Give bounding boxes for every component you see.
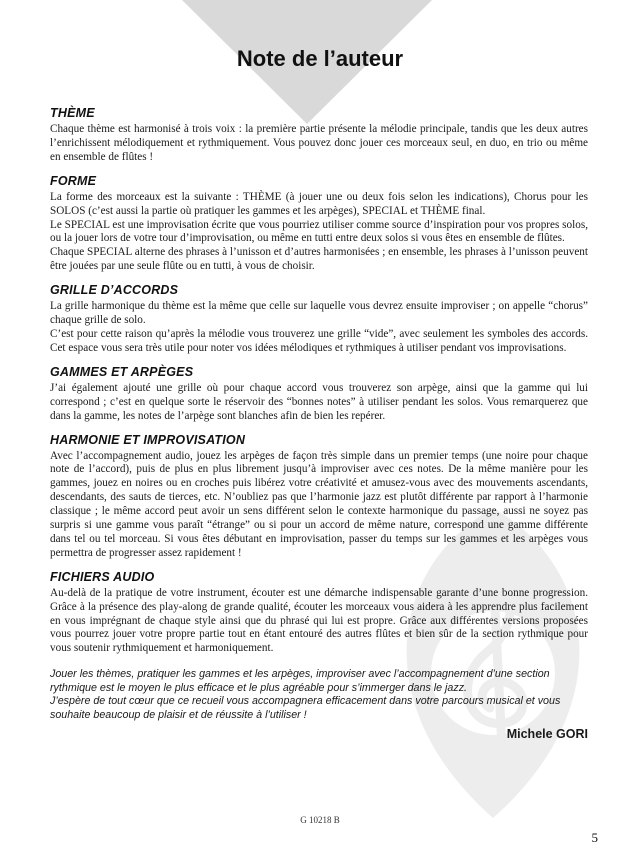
section-heading: GRILLE D’ACCORDS	[50, 283, 179, 298]
closing-line: J’espère de tout cœur que ce recueil vous accompagnera efficacement dans votre parcours musical et vous souhaite beaucoup de plaisir et de réussite à l’utiliser !	[50, 695, 561, 722]
section-paragraph: La forme des morceaux est la suivante : THÈME (à jouer une ou deux fois selon les indications), Chorus pour les SOLOS (c’est aussi la partie où pratiquer les gammes et les arpèges), SPECIAL et THÈME final.	[50, 190, 588, 217]
section-paragraph: C’est pour cette raison qu’après la mélodie vous trouverez une grille “vide”, avec seulement les symboles des accords. Cet espace vous sera très utile pour noter vos idées mélodiques et rythmiques à utiliser pendant vos improvisations.	[50, 327, 588, 354]
section-paragraph: Au-delà de la pratique de votre instrument, écouter est une démarche indispensable garante d’une bonne progression. Grâce à la présence des play-along de grande qualité, écouter les morceaux vous aidera à les apprendre plus facilement en vous imprégnant de chaque style ainsi que du phrasé qui lui est propre. Grâce aux différentes versions proposées vous pourrez jouer votre propre partie tout en étant entouré des autres flûtes et bien sûr de la section rythmique pour vous soutenir rythmiquement et harmoniquement.	[50, 586, 588, 655]
section-paragraph: Chaque thème est harmonisé à trois voix : la première partie présente la mélodie principale, tandis que les deux autres l’enrichissent mélodiquement et rythmiquement. Vous pouvez donc jouer ces morceaux seul, en duo, en trio ou même en ensemble de flûtes !	[50, 123, 588, 163]
section-paragraph: Le SPECIAL est une improvisation écrite que vous pourriez utiliser comme source d’inspiration pour vos propres solos, ou la jouer lors de votre tour d’improvisation, ou même en tutti entre deux solos si vous êtes en ensemble de flûtes.	[50, 218, 588, 245]
author-signature: Michele GORI	[506, 726, 588, 741]
section-grille-accords	[50, 283, 588, 356]
closing-remarks	[50, 668, 588, 722]
section-heading: FICHIERS AUDIO	[50, 569, 155, 584]
section-gammes-arpeges	[50, 365, 588, 424]
section-heading: THÈME	[50, 106, 95, 120]
section-forme	[50, 174, 588, 274]
catalog-code: G 10218 B	[300, 815, 340, 825]
page-number: 5	[591, 830, 598, 845]
page-title: Note de l’auteur	[236, 46, 404, 71]
section-harmonie-improvisation	[50, 433, 588, 561]
section-heading: FORME	[50, 173, 97, 188]
section-theme	[50, 106, 588, 165]
section-fichiers-audio	[50, 570, 588, 657]
article-content	[50, 106, 588, 741]
section-paragraph: Chaque SPECIAL alterne des phrases à l’unisson et d’autres harmonisées ; en ensemble, les phrases à l’unisson peuvent être jouées par une seule flûte ou en tutti, à vous de choisir.	[50, 246, 588, 273]
closing-line: Jouer les thèmes, pratiquer les gammes et les arpèges, improviser avec l’accompagnement d’une section rythmique est le moyen le plus efficace et le plus agréable pour s’immerger dans le jazz.	[50, 668, 550, 694]
section-heading: HARMONIE ET IMPROVISATION	[50, 432, 246, 447]
section-paragraph: J’ai également ajouté une grille où pour chaque accord vous trouverez son arpège, ainsi que la gamme qui lui correspond ; c’est en quelque sorte le réservoir des “bonnes notes” à utiliser pendant les solos. Vous remarquerez que dans la gamme, les notes de l’arpège sont blanches afin de bien les repérer.	[50, 381, 588, 422]
section-paragraph: La grille harmonique du thème est la même que celle sur laquelle vous devrez ensuite improviser ; on appelle “chorus” chaque grille de solo.	[50, 300, 588, 327]
section-heading: GAMMES ET ARPÈGES	[50, 364, 194, 379]
section-paragraph: Avec l’accompagnement audio, jouez les arpèges de façon très simple dans un premier temps (une noire pour chaque note de l’accord), puis de plus en plus librement jusqu’à improviser avec ces notes. De la même manière pour les gammes, jouez en noires ou en croches puis libérez votre créativité et amusez-vous avec des mouvements ascendants, descendants, des sauts de tierces, etc. N’oubliez pas que l’harmonie jazz est plutôt différente par rapport à l’harmonie classique ; le même accord peut avoir un sens différent selon le contexte harmonique du passage, aussi ne soyez pas surpris si une gamme vous paraît “étrange” ou si pour un accord de même nature, correspond une gamme différente dans tel ou tel morceau. Si vous êtes débutant en improvisation, passer du temps sur les gammes et les arpèges vous permettra de progresser assez rapidement !	[50, 449, 588, 559]
